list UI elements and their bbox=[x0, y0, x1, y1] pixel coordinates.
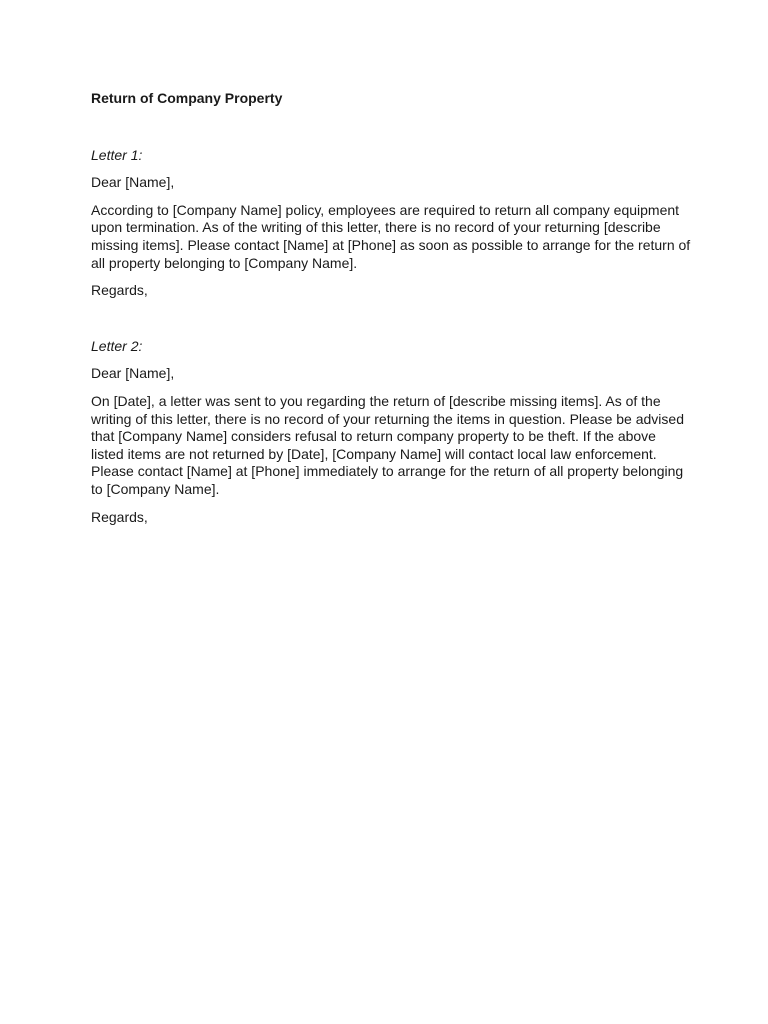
letter-2-salutation: Dear [Name], bbox=[91, 365, 175, 382]
letter-2-label: Letter 2: bbox=[91, 337, 143, 354]
letter-2-closing: Regards, bbox=[91, 508, 148, 525]
letter-1 bbox=[91, 147, 691, 300]
letter-1-salutation: Dear [Name], bbox=[91, 174, 175, 191]
letter-2 bbox=[91, 338, 691, 526]
document-page bbox=[91, 90, 691, 526]
document-title: Return of Company Property bbox=[91, 90, 283, 106]
letter-1-closing: Regards, bbox=[91, 282, 148, 299]
letter-1-body: According to [Company Name] policy, employees are required to return all company equipment upon termination. As of the writing of this letter, there is no record of your returning [describe missing items]. Please contact [Name] at [Phone] as soon as possible to arrange for the return of all property belonging to [Company Name]. bbox=[91, 201, 691, 271]
letter-2-body: On [Date], a letter was sent to you regarding the return of [describe missing items]. As of the writing of this letter, there is no record of your returning the items in question. Please be advised that [Company Name] considers refusal to return company property to be theft. If the above listed items are not returned by [Date], [Company Name] will contact local law enforcement. Please contact [Name] at [Phone] immediately to arrange for the return of all property belonging to [Company Name]. bbox=[91, 392, 684, 497]
letter-1-label: Letter 1: bbox=[91, 146, 143, 163]
